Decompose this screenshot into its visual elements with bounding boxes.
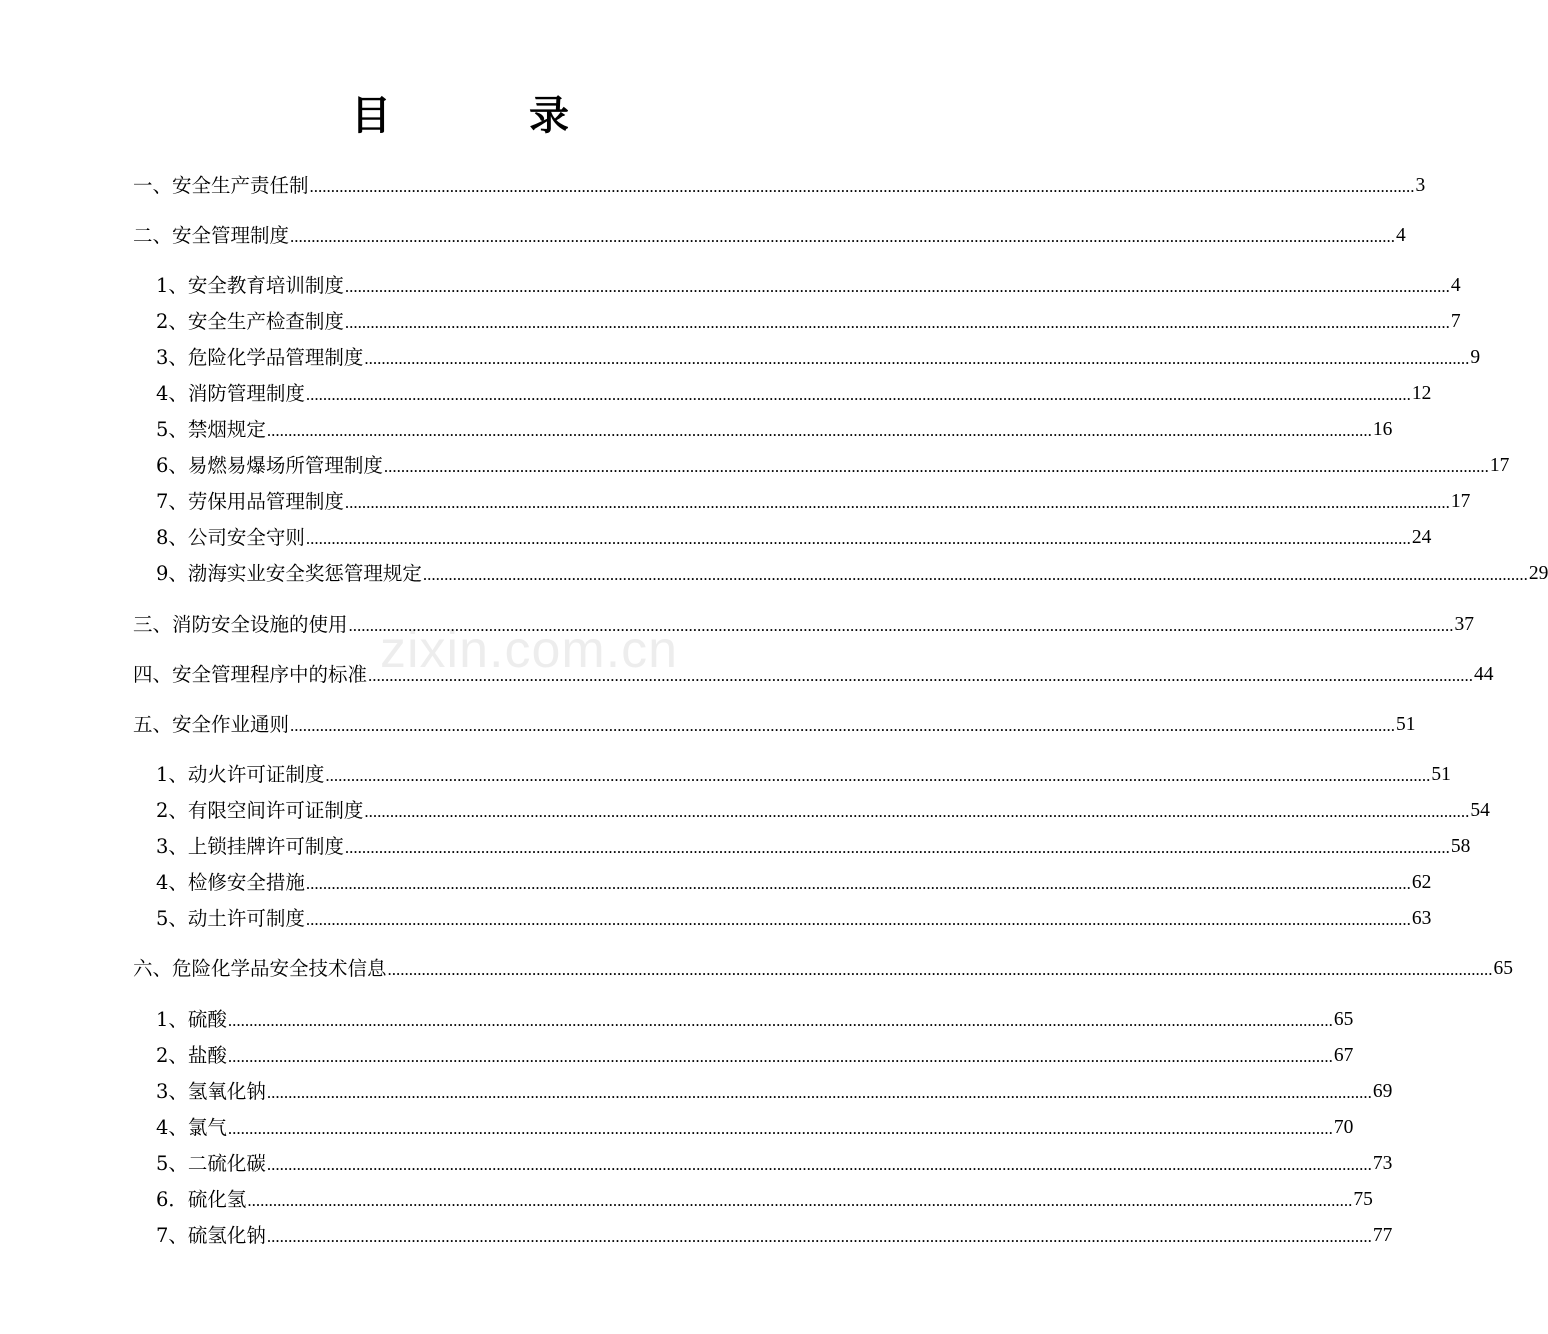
- toc-page-number: 44: [1474, 664, 1494, 685]
- toc-page-number: 54: [1470, 800, 1490, 821]
- dot-leader: ....................................................................................................................................................................................................................................................................: [266, 1227, 1372, 1246]
- dot-leader: ....................................................................................................................................................................................................................................................................: [305, 874, 1411, 893]
- dot-leader: ....................................................................................................................................................................................................................................................................: [383, 457, 1489, 476]
- dot-leader: ....................................................................................................................................................................................................................................................................: [290, 227, 1396, 246]
- toc-entry[interactable]: [156, 344, 1481, 372]
- toc-entry[interactable]: [156, 1114, 1354, 1142]
- toc-entry[interactable]: [156, 761, 1451, 789]
- toc-entry-title: 六、危险化学品安全技术信息: [133, 957, 387, 980]
- toc-entry[interactable]: [156, 416, 1393, 444]
- toc-entry-title: 5、禁烟规定: [156, 418, 266, 441]
- toc-page-number: 17: [1450, 491, 1471, 512]
- toc-page-number: 65: [1333, 1009, 1354, 1030]
- toc-page-number: 4: [1450, 275, 1461, 296]
- dot-leader: ....................................................................................................................................................................................................................................................................: [344, 313, 1450, 332]
- dot-leader: ....................................................................................................................................................................................................................................................................: [266, 1083, 1372, 1102]
- dot-leader: ....................................................................................................................................................................................................................................................................: [266, 1155, 1372, 1174]
- toc-entry[interactable]: [156, 488, 1471, 516]
- toc-entry[interactable]: [156, 452, 1510, 480]
- dot-leader: ....................................................................................................................................................................................................................................................................: [305, 385, 1411, 404]
- toc-entry[interactable]: [133, 611, 1475, 639]
- toc-page-number: 9: [1470, 347, 1481, 368]
- dot-leader: ....................................................................................................................................................................................................................................................................: [344, 277, 1450, 296]
- toc-page-number: 70: [1333, 1117, 1354, 1138]
- toc-entry-title: 2、安全生产检查制度: [156, 310, 344, 333]
- dot-leader: ....................................................................................................................................................................................................................................................................: [305, 529, 1411, 548]
- toc-entry[interactable]: [133, 955, 1514, 983]
- dot-leader: ....................................................................................................................................................................................................................................................................: [364, 349, 1470, 368]
- toc-entry-title: 4、消防管理制度: [156, 382, 305, 405]
- toc-entry-title: 9、渤海实业安全奖惩管理规定: [156, 562, 422, 585]
- toc-entry-title: 8、公司安全守则: [156, 526, 305, 549]
- toc-page-number: 63: [1411, 908, 1432, 929]
- dot-leader: ....................................................................................................................................................................................................................................................................: [266, 421, 1372, 440]
- toc-entry[interactable]: [156, 905, 1432, 933]
- toc-page-number: 69: [1372, 1081, 1393, 1102]
- dot-leader: ....................................................................................................................................................................................................................................................................: [290, 716, 1396, 735]
- toc-entry[interactable]: [133, 711, 1416, 739]
- toc-page-number: 77: [1372, 1225, 1393, 1246]
- toc-entry[interactable]: [156, 524, 1432, 552]
- toc-entry-title: 1、动火许可证制度: [156, 763, 325, 786]
- dot-leader: ....................................................................................................................................................................................................................................................................: [368, 666, 1474, 685]
- toc-page-number: 4: [1396, 225, 1406, 246]
- toc-entry-title: 1、硫酸: [156, 1008, 227, 1031]
- dot-leader: ....................................................................................................................................................................................................................................................................: [422, 565, 1528, 584]
- toc-entry-title: 5、二硫化碳: [156, 1152, 266, 1175]
- toc-entry-title: 4、氯气: [156, 1116, 227, 1139]
- toc-entry-title: 7、硫氢化钠: [156, 1224, 266, 1247]
- toc-entry-title: 2、有限空间许可证制度: [156, 799, 364, 822]
- toc-entry[interactable]: [156, 1042, 1354, 1070]
- toc-entry[interactable]: [156, 560, 1548, 588]
- toc-entry[interactable]: [156, 272, 1461, 300]
- toc-entry[interactable]: [156, 833, 1471, 861]
- toc-page-number: 67: [1333, 1045, 1354, 1066]
- toc-page-number: 62: [1411, 872, 1432, 893]
- toc-entry-title: 3、上锁挂牌许可制度: [156, 835, 344, 858]
- toc-page-number: 12: [1411, 383, 1432, 404]
- dot-leader: ....................................................................................................................................................................................................................................................................: [344, 493, 1450, 512]
- toc-entry-title: 5、动土许可制度: [156, 907, 305, 930]
- toc-entry[interactable]: [133, 661, 1494, 689]
- toc-page-number: 65: [1493, 958, 1514, 979]
- toc-entry-title: 6．硫化氢: [156, 1188, 247, 1211]
- dot-leader: ....................................................................................................................................................................................................................................................................: [344, 838, 1450, 857]
- toc-entry[interactable]: [133, 222, 1406, 250]
- toc-entry[interactable]: [156, 380, 1432, 408]
- toc-entry-title: 1、安全教育培训制度: [156, 274, 344, 297]
- dot-leader: ....................................................................................................................................................................................................................................................................: [387, 960, 1493, 979]
- dot-leader: ....................................................................................................................................................................................................................................................................: [348, 616, 1454, 635]
- dot-leader: ....................................................................................................................................................................................................................................................................: [247, 1191, 1353, 1210]
- toc-entry-title: 三、消防安全设施的使用: [133, 613, 348, 636]
- toc-page-number: 75: [1353, 1189, 1373, 1210]
- dot-leader: ....................................................................................................................................................................................................................................................................: [364, 802, 1470, 821]
- toc-entry[interactable]: [133, 172, 1426, 200]
- toc-entry[interactable]: [156, 1222, 1393, 1250]
- toc-entry-title: 五、安全作业通则: [133, 713, 290, 736]
- toc-entry[interactable]: [156, 797, 1490, 825]
- page-title: 目 录: [351, 92, 631, 139]
- toc-page-number: 37: [1454, 614, 1475, 635]
- dot-leader: ....................................................................................................................................................................................................................................................................: [227, 1047, 1333, 1066]
- toc-page-number: 7: [1450, 311, 1461, 332]
- toc-entry-title: 3、氢氧化钠: [156, 1080, 266, 1103]
- toc-page-number: 58: [1450, 836, 1471, 857]
- toc-entry[interactable]: [156, 869, 1432, 897]
- toc-entry-title: 二、安全管理制度: [133, 224, 290, 247]
- dot-leader: ....................................................................................................................................................................................................................................................................: [305, 910, 1411, 929]
- toc-entry[interactable]: [156, 1078, 1393, 1106]
- toc-entry[interactable]: [156, 1150, 1393, 1178]
- toc-entry[interactable]: [156, 308, 1461, 336]
- watermark: zixin.com.cn: [380, 621, 679, 679]
- toc-entry-title: 6、易燃易爆场所管理制度: [156, 454, 383, 477]
- toc-entry-title: 7、劳保用品管理制度: [156, 490, 344, 513]
- toc-page-number: 51: [1431, 764, 1451, 785]
- toc-entry-title: 四、安全管理程序中的标准: [133, 663, 368, 686]
- dot-leader: ....................................................................................................................................................................................................................................................................: [325, 766, 1431, 785]
- dot-leader: ....................................................................................................................................................................................................................................................................: [227, 1119, 1333, 1138]
- toc-page-number: 73: [1372, 1153, 1393, 1174]
- toc-entry-title: 一、安全生产责任制: [133, 174, 309, 197]
- toc-page-number: 16: [1372, 419, 1393, 440]
- toc-entry[interactable]: [156, 1186, 1373, 1214]
- dot-leader: ....................................................................................................................................................................................................................................................................: [227, 1011, 1333, 1030]
- toc-page-number: 3: [1415, 175, 1426, 196]
- toc-page-number: 17: [1489, 455, 1510, 476]
- toc-page-number: 24: [1411, 527, 1432, 548]
- toc-page-number: 51: [1396, 714, 1416, 735]
- toc-entry-title: 4、检修安全措施: [156, 871, 305, 894]
- toc-entry[interactable]: [156, 1006, 1354, 1034]
- toc-entry-title: 3、危险化学品管理制度: [156, 346, 364, 369]
- toc-entry-title: 2、盐酸: [156, 1044, 227, 1067]
- toc-page-number: 29: [1528, 563, 1548, 584]
- dot-leader: ....................................................................................................................................................................................................................................................................: [309, 177, 1415, 196]
